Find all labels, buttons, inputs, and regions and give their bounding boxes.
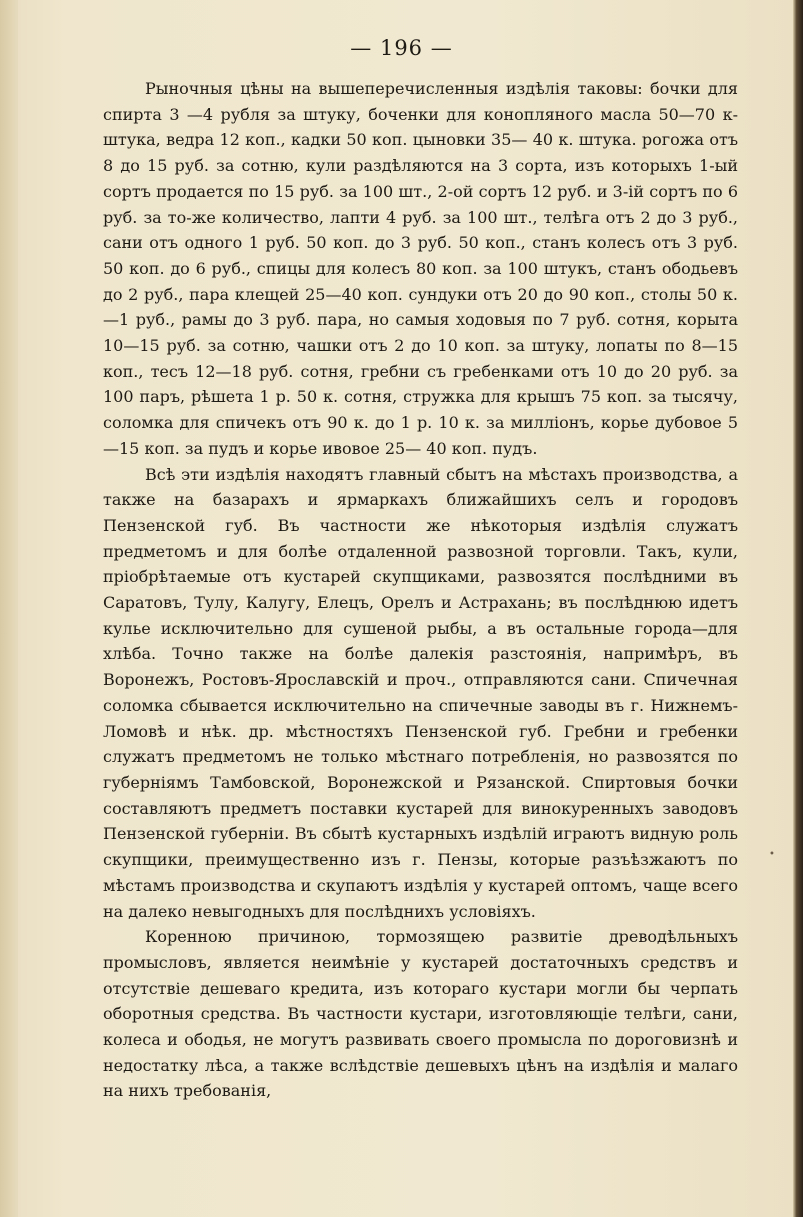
paragraph-causes: Коренною причиною, тормозящею развитіе древодѣльныхъ промысловъ, является неимѣніе у кустарей достаточныхъ средствъ и отсутствіе дешеваго кредита, изъ котораго кустари могли бы черпать оборотныя средства. Въ частности кустари, изготовляющіе телѣги, сани, колеса и ободья, не могутъ развивать своего промысла по дороговизнѣ и недостатку лѣса, а также вслѣдствіе дешевыхъ цѣнъ на издѣлія и малаго на нихъ требованія, — [103, 927, 738, 1101]
page-body — [103, 76, 738, 1104]
page-binding-edge — [793, 0, 803, 1217]
paragraph-sales: Всѣ эти издѣлія находятъ главный сбытъ на мѣстахъ производства, а также на базарахъ и ярмаркахъ ближайшихъ селъ и городовъ Пензенской губ. Въ частности же нѣкоторыя издѣлія служатъ предметомъ и для болѣе отдаленной развозной торговли. Такъ, кули, пріобрѣтаемые отъ кустарей скупщиками, развозятся послѣдними въ Саратовъ, Тулу, Калугу, Елецъ, Орелъ и Астрахань; въ послѣднюю идетъ кулье исключительно для сушеной рыбы, а въ остальные города—для хлѣба. Точно также на болѣе далекія разстоянія, напримѣръ, въ Воронежъ, Ростовъ-Ярославскій и проч., отправляются сани. Спичечная соломка сбывается исключительно на спичечные заводы въ г. Нижнемъ-Ломовѣ и нѣк. др. мѣстностяхъ Пензенской губ. Гребни и гребенки служатъ предметомъ не только мѣстнаго потребленія, но развозятся по губерніямъ Тамбовской, Воронежской и Рязанской. Спиртовыя бочки составляютъ предметъ поставки кустарей для винокуренныхъ заводовъ Пензенской губерніи. Въ сбытѣ кустарныхъ издѣлій играютъ видную роль скупщики, преимущественно изъ г. Пензы, которые разъѣзжаютъ по мѣстамъ производства и скупаютъ издѣлія у кустарей оптомъ, чаще всего на далеко невыгодныхъ для послѣднихъ условіяхъ. — [103, 464, 738, 921]
page-number-header: — 196 — — [350, 36, 453, 60]
page-left-edge — [0, 0, 18, 1217]
ink-speck: • — [769, 849, 775, 860]
paragraph-prices: Рыночныя цѣны на вышеперечисленныя издѣлія таковы: бочки для спирта 3 —4 рубля за штуку, боченки для конопляного масла 50—70 к- штука, ведра 12 коп., кадки 50 коп. цыновки 35— 40 к. штука. рогожа отъ 8 до 15 руб. за сотню, кули раздѣляются на 3 сорта, изъ которыхъ 1-ый сортъ продается по 15 руб. за 100 шт., 2-ой сортъ 12 руб. и 3-ій сортъ по 6 руб. за то-же количество, лапти 4 руб. за 100 шт., телѣга отъ 2 до 3 руб., сани отъ одного 1 руб. 50 коп. до 3 руб. 50 коп., станъ колесъ отъ 3 руб. 50 коп. до 6 руб., спицы для колесъ 80 коп. за 100 штукъ, станъ ободьевъ до 2 руб., пара клещей 25—40 коп. сундуки отъ 20 до 90 коп., столы 50 к.—1 руб., рамы до 3 руб. пара, но самыя ходовыя по 7 руб. сотня, корыта 10—15 руб. за сотню, чашки отъ 2 до 10 коп. за штуку, лопаты по 8—15 коп., тесъ 12—18 руб. сотня, гребни съ гребенками отъ 10 до 20 руб. за 100 паръ, рѣшета 1 р. 50 к. сотня, стружка для крышъ 75 коп. за тысячу, соломка для спичекъ отъ 90 к. до 1 р. 10 к. за милліонъ, корье дубовое 5—15 коп. за пудъ и корье ивовое 25— 40 коп. пудъ. — [103, 79, 738, 458]
